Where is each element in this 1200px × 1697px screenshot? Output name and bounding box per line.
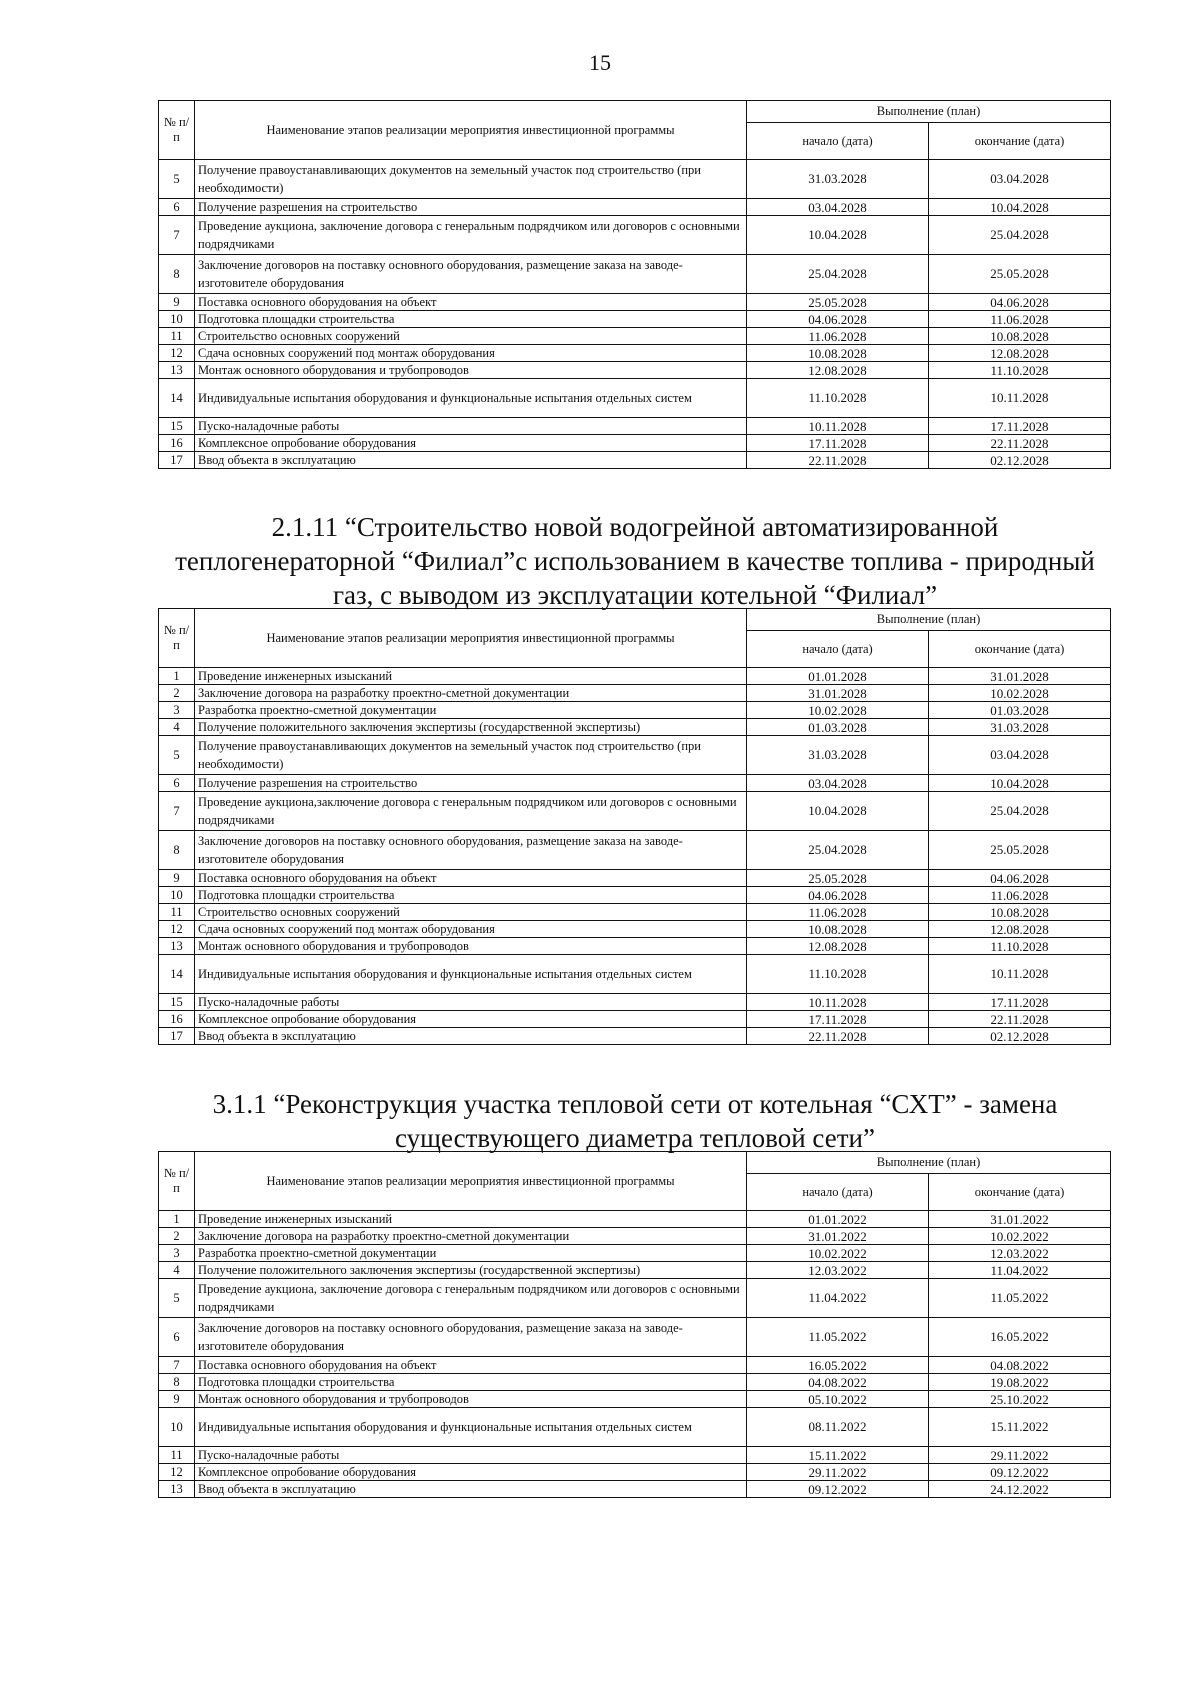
end-date: 31.03.2028 xyxy=(929,719,1111,736)
stage-name: Строительство основных сооружений xyxy=(195,904,747,921)
end-date: 10.08.2028 xyxy=(929,328,1111,345)
row-number: 15 xyxy=(159,994,195,1011)
start-date: 01.03.2028 xyxy=(747,719,929,736)
start-date: 15.11.2022 xyxy=(747,1447,929,1464)
start-date: 16.05.2022 xyxy=(747,1357,929,1374)
table-row xyxy=(159,719,1111,736)
table-row xyxy=(159,255,1111,294)
column-header-end-date: окончание (дата) xyxy=(929,631,1111,668)
stage-name: Поставка основного оборудования на объект xyxy=(195,294,747,311)
stage-name: Монтаж основного оборудования и трубопроводов xyxy=(195,362,747,379)
stage-name: Получение разрешения на строительство xyxy=(195,775,747,792)
section-title xyxy=(140,1087,1130,1155)
start-date: 12.08.2028 xyxy=(747,938,929,955)
column-header-execution: Выполнение (план) xyxy=(747,609,1111,631)
table-row xyxy=(159,870,1111,887)
start-date: 01.01.2028 xyxy=(747,668,929,685)
row-number: 7 xyxy=(159,216,195,255)
start-date: 04.06.2028 xyxy=(747,887,929,904)
column-header-stage-name: Наименование этапов реализации мероприятия инвестиционной программы xyxy=(195,609,747,668)
table-row xyxy=(159,1245,1111,1262)
row-number: 12 xyxy=(159,345,195,362)
stage-name: Поставка основного оборудования на объект xyxy=(195,870,747,887)
start-date: 17.11.2028 xyxy=(747,1011,929,1028)
start-date: 31.01.2022 xyxy=(747,1228,929,1245)
table-row xyxy=(159,1408,1111,1447)
end-date: 19.08.2022 xyxy=(929,1374,1111,1391)
start-date: 10.02.2028 xyxy=(747,702,929,719)
end-date: 25.10.2022 xyxy=(929,1391,1111,1408)
table-row xyxy=(159,452,1111,469)
end-date: 10.11.2028 xyxy=(929,379,1111,418)
row-number: 10 xyxy=(159,1408,195,1447)
stage-name: Получение правоустанавливающих документов на земельный участок под строительство (при необходимости) xyxy=(195,736,747,775)
stage-name: Заключение договоров на поставку основного оборудования, размещение заказа на заводе-изготовителе оборудования xyxy=(195,1318,747,1357)
end-date: 11.06.2028 xyxy=(929,311,1111,328)
table-row xyxy=(159,160,1111,199)
column-header-start-date: начало (дата) xyxy=(747,1174,929,1211)
table-row xyxy=(159,1357,1111,1374)
end-date: 02.12.2028 xyxy=(929,1028,1111,1045)
stage-name: Ввод объекта в эксплуатацию xyxy=(195,1481,747,1498)
start-date: 11.04.2022 xyxy=(747,1279,929,1318)
start-date: 31.03.2028 xyxy=(747,160,929,199)
start-date: 25.05.2028 xyxy=(747,294,929,311)
row-number: 3 xyxy=(159,702,195,719)
end-date: 10.04.2028 xyxy=(929,775,1111,792)
row-number: 7 xyxy=(159,792,195,831)
stage-name: Получение положительного заключения экспертизы (государственной экспертизы) xyxy=(195,1262,747,1279)
row-number: 12 xyxy=(159,921,195,938)
row-number: 14 xyxy=(159,955,195,994)
row-number: 6 xyxy=(159,199,195,216)
row-number: 5 xyxy=(159,1279,195,1318)
end-date: 04.06.2028 xyxy=(929,870,1111,887)
end-date: 04.06.2028 xyxy=(929,294,1111,311)
table-row xyxy=(159,887,1111,904)
row-number: 13 xyxy=(159,938,195,955)
row-number: 9 xyxy=(159,1391,195,1408)
table-row xyxy=(159,1481,1111,1498)
start-date: 11.06.2028 xyxy=(747,904,929,921)
start-date: 25.04.2028 xyxy=(747,831,929,870)
table-row xyxy=(159,1228,1111,1245)
page-number: 15 xyxy=(589,50,611,75)
schedule-table xyxy=(158,100,1111,469)
row-number: 3 xyxy=(159,1245,195,1262)
column-header-stage-name: Наименование этапов реализации мероприятия инвестиционной программы xyxy=(195,101,747,160)
table-row xyxy=(159,362,1111,379)
start-date: 17.11.2028 xyxy=(747,435,929,452)
table-row xyxy=(159,379,1111,418)
start-date: 25.04.2028 xyxy=(747,255,929,294)
row-number: 10 xyxy=(159,311,195,328)
stage-name: Проведение аукциона, заключение договора с генеральным подрядчиком или договоров с основными подрядчиками xyxy=(195,216,747,255)
end-date: 15.11.2022 xyxy=(929,1408,1111,1447)
start-date: 10.11.2028 xyxy=(747,994,929,1011)
row-number: 9 xyxy=(159,870,195,887)
schedule-table-block xyxy=(158,100,1110,469)
column-header-start-date: начало (дата) xyxy=(747,123,929,160)
table-row xyxy=(159,668,1111,685)
stage-name: Пуско-наладочные работы xyxy=(195,1447,747,1464)
start-date: 04.08.2022 xyxy=(747,1374,929,1391)
row-number: 8 xyxy=(159,1374,195,1391)
end-date: 31.01.2022 xyxy=(929,1211,1111,1228)
start-date: 10.02.2022 xyxy=(747,1245,929,1262)
stage-name: Проведение аукциона,заключение договора с генеральным подрядчиком или договоров с основными подрядчиками xyxy=(195,792,747,831)
table-row xyxy=(159,418,1111,435)
row-number: 11 xyxy=(159,904,195,921)
start-date: 12.03.2022 xyxy=(747,1262,929,1279)
row-number: 8 xyxy=(159,831,195,870)
column-header-end-date: окончание (дата) xyxy=(929,1174,1111,1211)
start-date: 22.11.2028 xyxy=(747,452,929,469)
stage-name: Заключение договора на разработку проектно-сметной документации xyxy=(195,1228,747,1245)
table-row xyxy=(159,435,1111,452)
start-date: 01.01.2022 xyxy=(747,1211,929,1228)
row-number: 2 xyxy=(159,685,195,702)
row-number: 2 xyxy=(159,1228,195,1245)
end-date: 10.04.2028 xyxy=(929,199,1111,216)
end-date: 10.02.2022 xyxy=(929,1228,1111,1245)
row-number: 13 xyxy=(159,362,195,379)
stage-name: Комплексное опробование оборудования xyxy=(195,1464,747,1481)
end-date: 10.08.2028 xyxy=(929,904,1111,921)
stage-name: Поставка основного оборудования на объект xyxy=(195,1357,747,1374)
row-number: 16 xyxy=(159,1011,195,1028)
end-date: 11.04.2022 xyxy=(929,1262,1111,1279)
end-date: 01.03.2028 xyxy=(929,702,1111,719)
schedule-table xyxy=(158,1151,1111,1498)
start-date: 03.04.2028 xyxy=(747,775,929,792)
end-date: 24.12.2022 xyxy=(929,1481,1111,1498)
stage-name: Ввод объекта в эксплуатацию xyxy=(195,452,747,469)
column-header-execution: Выполнение (план) xyxy=(747,1152,1111,1174)
end-date: 25.04.2028 xyxy=(929,792,1111,831)
schedule-table-block xyxy=(158,608,1110,1045)
row-number: 1 xyxy=(159,668,195,685)
table-row xyxy=(159,685,1111,702)
table-row xyxy=(159,1374,1111,1391)
end-date: 25.05.2028 xyxy=(929,831,1111,870)
row-number: 17 xyxy=(159,1028,195,1045)
schedule-table-block xyxy=(158,1151,1110,1498)
stage-name: Сдача основных сооружений под монтаж оборудования xyxy=(195,921,747,938)
stage-name: Проведение инженерных изысканий xyxy=(195,1211,747,1228)
end-date: 17.11.2028 xyxy=(929,994,1111,1011)
end-date: 22.11.2028 xyxy=(929,1011,1111,1028)
stage-name: Индивидуальные испытания оборудования и функциональные испытания отдельных систем xyxy=(195,955,747,994)
stage-name: Проведение инженерных изысканий xyxy=(195,668,747,685)
end-date: 31.01.2028 xyxy=(929,668,1111,685)
end-date: 03.04.2028 xyxy=(929,736,1111,775)
start-date: 11.06.2028 xyxy=(747,328,929,345)
row-number: 1 xyxy=(159,1211,195,1228)
start-date: 10.04.2028 xyxy=(747,792,929,831)
stage-name: Подготовка площадки строительства xyxy=(195,311,747,328)
table-row xyxy=(159,345,1111,362)
table-row xyxy=(159,1211,1111,1228)
column-header-start-date: начало (дата) xyxy=(747,631,929,668)
row-number: 6 xyxy=(159,1318,195,1357)
section-title-line: существующего диаметра тепловой сети” xyxy=(395,1123,875,1153)
row-number: 12 xyxy=(159,1464,195,1481)
end-date: 12.03.2022 xyxy=(929,1245,1111,1262)
section-title-line: 2.1.11 “Строительство новой водогрейной автоматизированной xyxy=(271,512,999,542)
table-row xyxy=(159,1464,1111,1481)
column-header-stage-name: Наименование этапов реализации мероприятия инвестиционной программы xyxy=(195,1152,747,1211)
stage-name: Разработка проектно-сметной документации xyxy=(195,1245,747,1262)
start-date: 04.06.2028 xyxy=(747,311,929,328)
end-date: 11.05.2022 xyxy=(929,1279,1111,1318)
end-date: 25.05.2028 xyxy=(929,255,1111,294)
end-date: 11.10.2028 xyxy=(929,938,1111,955)
table-row xyxy=(159,938,1111,955)
stage-name: Получение положительного заключения экспертизы (государственной экспертизы) xyxy=(195,719,747,736)
row-number: 17 xyxy=(159,452,195,469)
stage-name: Получение разрешения на строительство xyxy=(195,199,747,216)
end-date: 22.11.2028 xyxy=(929,435,1111,452)
table-row xyxy=(159,1262,1111,1279)
table-row xyxy=(159,904,1111,921)
end-date: 04.08.2022 xyxy=(929,1357,1111,1374)
stage-name: Комплексное опробование оборудования xyxy=(195,1011,747,1028)
row-number: 6 xyxy=(159,775,195,792)
table-row xyxy=(159,736,1111,775)
table-row xyxy=(159,994,1111,1011)
column-header-number: № п/п xyxy=(159,1152,195,1211)
table-row xyxy=(159,216,1111,255)
row-number: 5 xyxy=(159,160,195,199)
start-date: 11.05.2022 xyxy=(747,1318,929,1357)
end-date: 10.02.2028 xyxy=(929,685,1111,702)
row-number: 13 xyxy=(159,1481,195,1498)
section-title-line: теплогенераторной “Филиал”с использованием в качестве топлива - природный xyxy=(175,546,1095,576)
end-date: 11.10.2028 xyxy=(929,362,1111,379)
stage-name: Строительство основных сооружений xyxy=(195,328,747,345)
end-date: 12.08.2028 xyxy=(929,345,1111,362)
end-date: 02.12.2028 xyxy=(929,452,1111,469)
stage-name: Пуско-наладочные работы xyxy=(195,418,747,435)
start-date: 10.08.2028 xyxy=(747,345,929,362)
table-row xyxy=(159,1011,1111,1028)
stage-name: Заключение договоров на поставку основного оборудования, размещение заказа на заводе-изготовителе оборудования xyxy=(195,255,747,294)
start-date: 10.04.2028 xyxy=(747,216,929,255)
start-date: 10.11.2028 xyxy=(747,418,929,435)
row-number: 16 xyxy=(159,435,195,452)
section-title-line: 3.1.1 “Реконструкция участка тепловой сети от котельная “СХТ” - замена xyxy=(212,1089,1058,1119)
end-date: 03.04.2028 xyxy=(929,160,1111,199)
table-row xyxy=(159,921,1111,938)
section-title-line: газ, с выводом из эксплуатации котельной “Филиал” xyxy=(332,580,938,610)
stage-name: Ввод объекта в эксплуатацию xyxy=(195,1028,747,1045)
table-row xyxy=(159,199,1111,216)
start-date: 12.08.2028 xyxy=(747,362,929,379)
start-date: 10.08.2028 xyxy=(747,921,929,938)
table-row xyxy=(159,328,1111,345)
table-row xyxy=(159,775,1111,792)
row-number: 4 xyxy=(159,1262,195,1279)
row-number: 7 xyxy=(159,1357,195,1374)
table-row xyxy=(159,1391,1111,1408)
end-date: 11.06.2028 xyxy=(929,887,1111,904)
row-number: 10 xyxy=(159,887,195,904)
table-row xyxy=(159,702,1111,719)
section-title xyxy=(140,510,1130,612)
row-number: 11 xyxy=(159,328,195,345)
column-header-number: № п/п xyxy=(159,101,195,160)
table-row xyxy=(159,1318,1111,1357)
start-date: 31.03.2028 xyxy=(747,736,929,775)
row-number: 9 xyxy=(159,294,195,311)
table-row xyxy=(159,831,1111,870)
table-row xyxy=(159,1028,1111,1045)
end-date: 25.04.2028 xyxy=(929,216,1111,255)
table-row xyxy=(159,1279,1111,1318)
row-number: 15 xyxy=(159,418,195,435)
stage-name: Получение правоустанавливающих документов на земельный участок под строительство (при необходимости) xyxy=(195,160,747,199)
row-number: 14 xyxy=(159,379,195,418)
stage-name: Пуско-наладочные работы xyxy=(195,994,747,1011)
end-date: 12.08.2028 xyxy=(929,921,1111,938)
table-row xyxy=(159,1447,1111,1464)
start-date: 22.11.2028 xyxy=(747,1028,929,1045)
start-date: 25.05.2028 xyxy=(747,870,929,887)
end-date: 09.12.2022 xyxy=(929,1464,1111,1481)
stage-name: Монтаж основного оборудования и трубопроводов xyxy=(195,938,747,955)
stage-name: Монтаж основного оборудования и трубопроводов xyxy=(195,1391,747,1408)
table-row xyxy=(159,294,1111,311)
row-number: 8 xyxy=(159,255,195,294)
stage-name: Проведение аукциона, заключение договора с генеральным подрядчиком или договоров с основными подрядчиками xyxy=(195,1279,747,1318)
start-date: 08.11.2022 xyxy=(747,1408,929,1447)
start-date: 29.11.2022 xyxy=(747,1464,929,1481)
column-header-execution: Выполнение (план) xyxy=(747,101,1111,123)
start-date: 05.10.2022 xyxy=(747,1391,929,1408)
stage-name: Индивидуальные испытания оборудования и функциональные испытания отдельных систем xyxy=(195,379,747,418)
end-date: 16.05.2022 xyxy=(929,1318,1111,1357)
row-number: 11 xyxy=(159,1447,195,1464)
end-date: 17.11.2028 xyxy=(929,418,1111,435)
start-date: 03.04.2028 xyxy=(747,199,929,216)
stage-name: Подготовка площадки строительства xyxy=(195,887,747,904)
column-header-end-date: окончание (дата) xyxy=(929,123,1111,160)
end-date: 29.11.2022 xyxy=(929,1447,1111,1464)
stage-name: Комплексное опробование оборудования xyxy=(195,435,747,452)
stage-name: Подготовка площадки строительства xyxy=(195,1374,747,1391)
row-number: 4 xyxy=(159,719,195,736)
start-date: 11.10.2028 xyxy=(747,379,929,418)
column-header-number: № п/п xyxy=(159,609,195,668)
schedule-table xyxy=(158,608,1111,1045)
start-date: 09.12.2022 xyxy=(747,1481,929,1498)
row-number: 5 xyxy=(159,736,195,775)
stage-name: Индивидуальные испытания оборудования и функциональные испытания отдельных систем xyxy=(195,1408,747,1447)
stage-name: Заключение договора на разработку проектно-сметной документации xyxy=(195,685,747,702)
stage-name: Сдача основных сооружений под монтаж оборудования xyxy=(195,345,747,362)
table-row xyxy=(159,955,1111,994)
start-date: 11.10.2028 xyxy=(747,955,929,994)
start-date: 31.01.2028 xyxy=(747,685,929,702)
stage-name: Заключение договоров на поставку основного оборудования, размещение заказа на заводе-изготовителе оборудования xyxy=(195,831,747,870)
stage-name: Разработка проектно-сметной документации xyxy=(195,702,747,719)
end-date: 10.11.2028 xyxy=(929,955,1111,994)
table-row xyxy=(159,311,1111,328)
table-row xyxy=(159,792,1111,831)
